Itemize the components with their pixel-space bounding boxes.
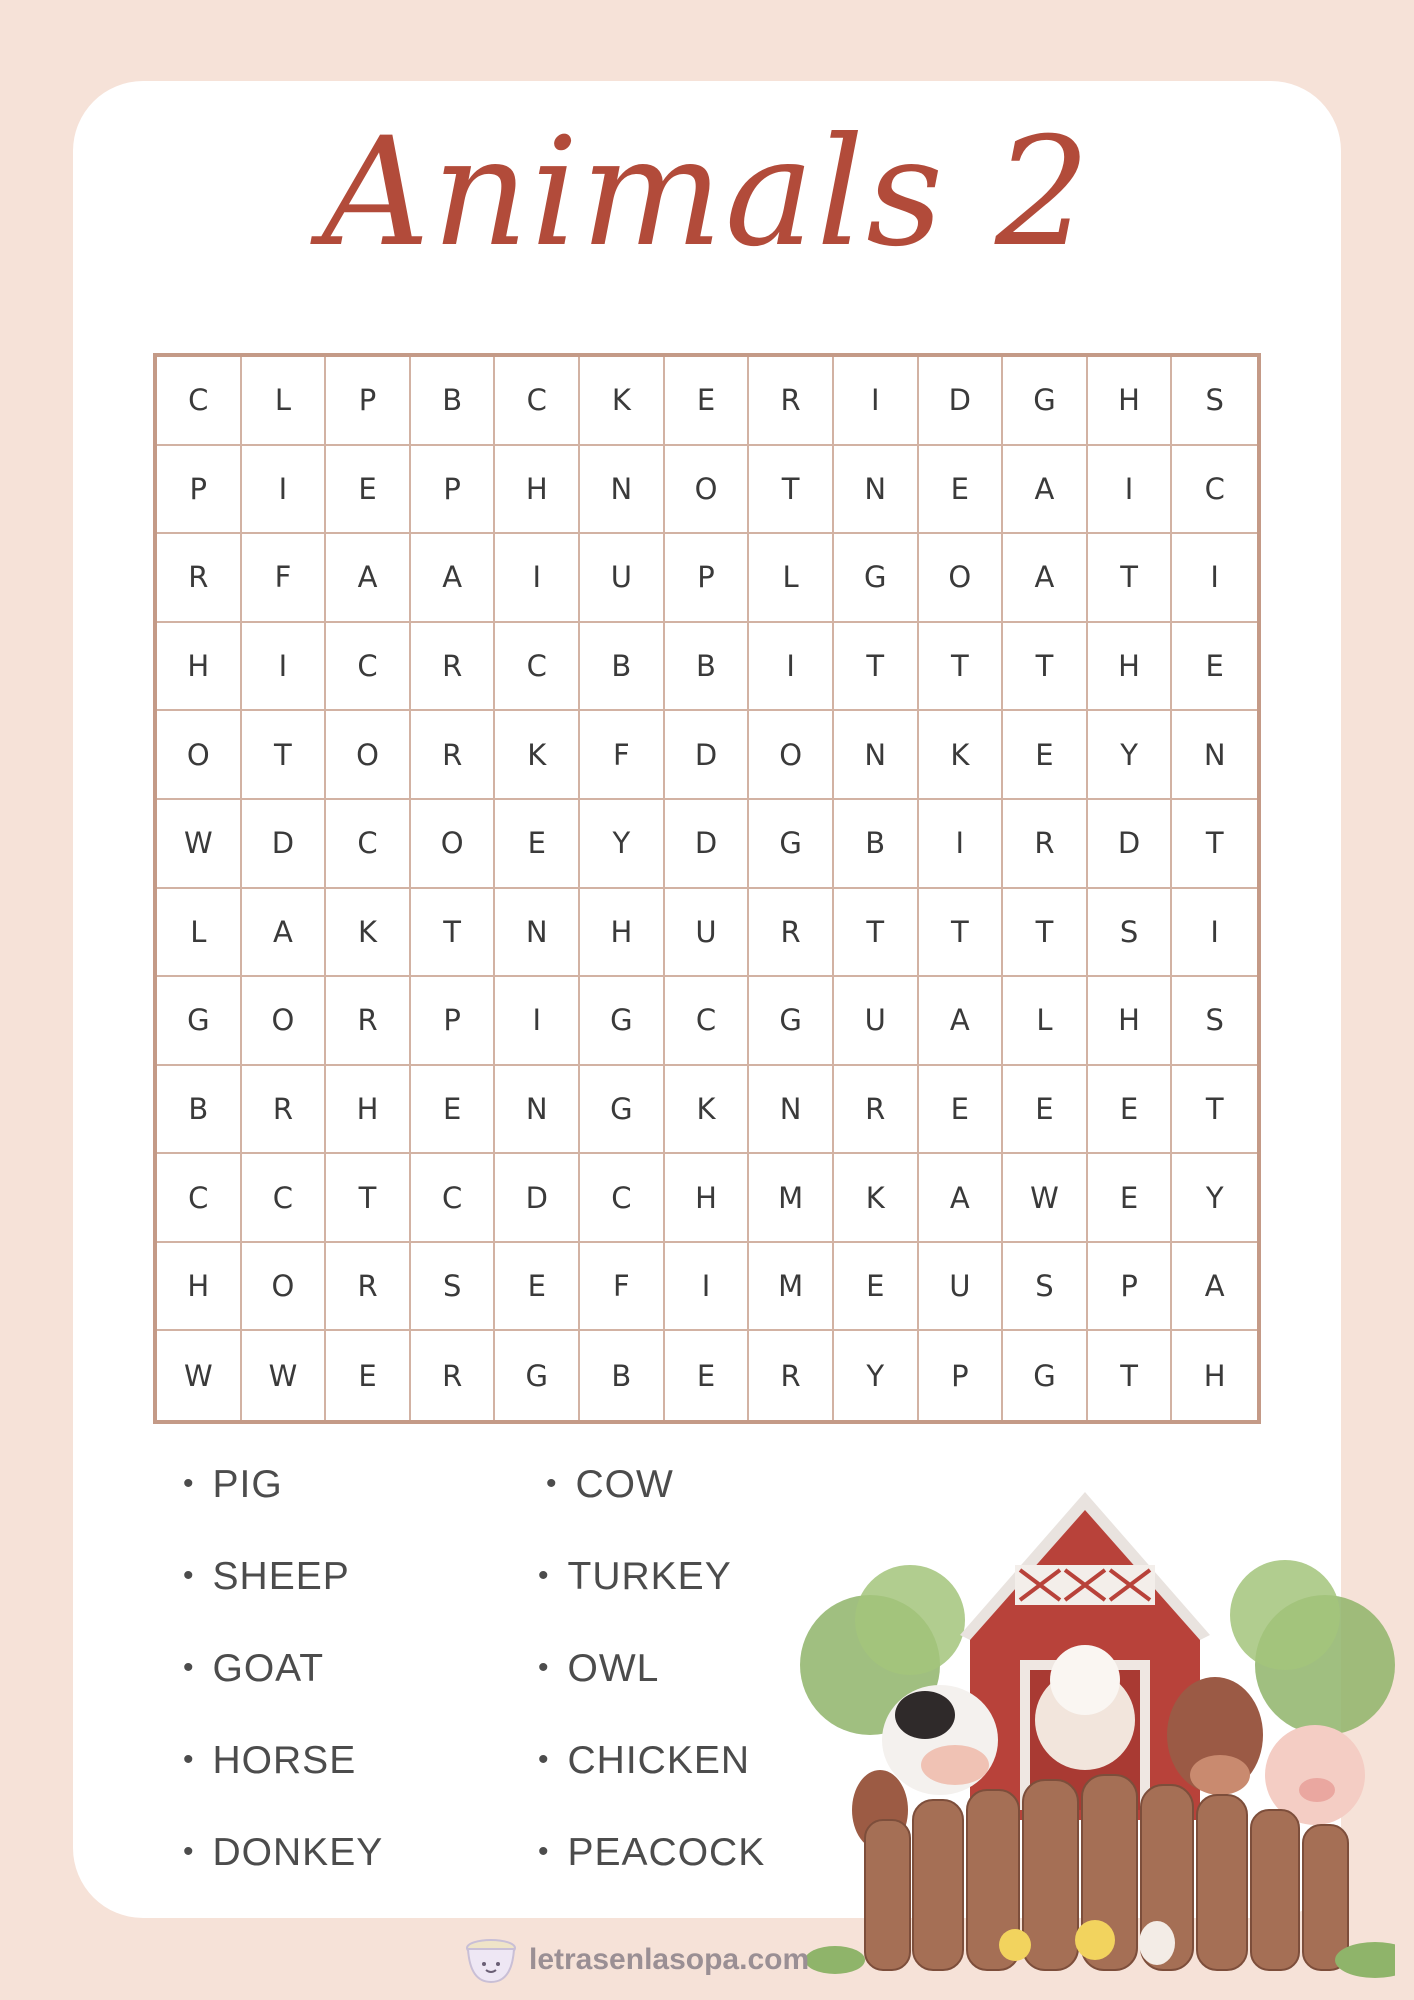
grid-cell: N bbox=[580, 446, 665, 535]
grid-cell: U bbox=[834, 977, 919, 1066]
grid-cell: F bbox=[580, 711, 665, 800]
grid-cell: H bbox=[1088, 357, 1173, 446]
grid-cell: T bbox=[1003, 889, 1088, 978]
grid-cell: A bbox=[919, 977, 1004, 1066]
grid-cell: T bbox=[326, 1154, 411, 1243]
grid-cell: C bbox=[495, 623, 580, 712]
grid-cell: B bbox=[580, 1331, 665, 1420]
grid-cell: L bbox=[157, 889, 242, 978]
grid-cell: D bbox=[665, 711, 750, 800]
grid-cell: S bbox=[1088, 889, 1173, 978]
grid-cell: L bbox=[749, 534, 834, 623]
grid-cell: P bbox=[157, 446, 242, 535]
grid-cell: E bbox=[834, 1243, 919, 1332]
grid-cell: K bbox=[834, 1154, 919, 1243]
grid-cell: K bbox=[495, 711, 580, 800]
grid-cell: L bbox=[242, 357, 327, 446]
grid-cell: D bbox=[1088, 800, 1173, 889]
grid-cell: B bbox=[665, 623, 750, 712]
grid-cell: M bbox=[749, 1154, 834, 1243]
grid-cell: A bbox=[411, 534, 496, 623]
grid-cell: F bbox=[580, 1243, 665, 1332]
grid-cell: C bbox=[157, 357, 242, 446]
grid-cell: T bbox=[1088, 534, 1173, 623]
grid-cell: P bbox=[411, 446, 496, 535]
grid-cell: K bbox=[580, 357, 665, 446]
grid-cell: E bbox=[495, 800, 580, 889]
grid-cell: O bbox=[326, 711, 411, 800]
grid-cell: C bbox=[242, 1154, 327, 1243]
word-list-item: • PEACOCK bbox=[538, 1831, 766, 1874]
grid-cell: R bbox=[411, 1331, 496, 1420]
word-list-item: • COW bbox=[546, 1463, 674, 1506]
grid-cell: N bbox=[749, 1066, 834, 1155]
grid-cell: T bbox=[1172, 1066, 1257, 1155]
grid-cell: R bbox=[157, 534, 242, 623]
grid-cell: H bbox=[1088, 623, 1173, 712]
grid-cell: G bbox=[834, 534, 919, 623]
grid-cell: Y bbox=[1172, 1154, 1257, 1243]
grid-cell: E bbox=[1088, 1066, 1173, 1155]
grid-cell: E bbox=[919, 1066, 1004, 1155]
grid-cell: N bbox=[495, 1066, 580, 1155]
grid-cell: R bbox=[749, 889, 834, 978]
grid-cell: K bbox=[326, 889, 411, 978]
grid-cell: D bbox=[495, 1154, 580, 1243]
grid-cell: I bbox=[919, 800, 1004, 889]
grid-cell: R bbox=[411, 623, 496, 712]
grid-cell: N bbox=[1172, 711, 1257, 800]
grid-cell: Y bbox=[834, 1331, 919, 1420]
footer-site-name: letrasenlasopa.com bbox=[529, 1943, 810, 1976]
grid-cell: H bbox=[1203, 1358, 1226, 1393]
grid-cell: B bbox=[411, 357, 496, 446]
grid-cell: G bbox=[580, 977, 665, 1066]
grid-cell: R bbox=[326, 1243, 411, 1332]
grid-cell: G bbox=[157, 977, 242, 1066]
grid-cell: E bbox=[665, 357, 750, 446]
grid-cell: O bbox=[242, 977, 327, 1066]
grid-cell: I bbox=[495, 534, 580, 623]
grid-cell: I bbox=[495, 977, 580, 1066]
grid-cell: S bbox=[1172, 357, 1257, 446]
grid-cell: Y bbox=[1088, 711, 1173, 800]
grid-cell: M bbox=[749, 1243, 834, 1332]
grid-cell: P bbox=[326, 357, 411, 446]
grid-cell: I bbox=[834, 357, 919, 446]
grid-cell: S bbox=[1172, 977, 1257, 1066]
grid-cell: A bbox=[1172, 1243, 1257, 1332]
grid-cell: I bbox=[665, 1243, 750, 1332]
grid-cell: P bbox=[919, 1331, 1004, 1420]
grid-cell: C bbox=[411, 1154, 496, 1243]
grid-cell: U bbox=[919, 1243, 1004, 1332]
grid-cell: L bbox=[1003, 977, 1088, 1066]
grid-cell: E bbox=[665, 1331, 750, 1420]
grid-cell: S bbox=[411, 1243, 496, 1332]
grid-cell: N bbox=[495, 889, 580, 978]
grid-cell: U bbox=[665, 889, 750, 978]
grid-cell: T bbox=[1088, 1331, 1173, 1420]
grid-cell: B bbox=[580, 623, 665, 712]
grid-cell: G bbox=[749, 800, 834, 889]
grid-cell: C bbox=[157, 1154, 242, 1243]
grid-cell: S bbox=[1003, 1243, 1088, 1332]
grid-cell: H bbox=[495, 446, 580, 535]
page-title: Animals 2 bbox=[321, 106, 1093, 280]
grid-cell: R bbox=[242, 1066, 327, 1155]
grid-cell: R bbox=[749, 1331, 834, 1420]
grid-cell: O bbox=[242, 1243, 327, 1332]
grid-cell: P bbox=[665, 534, 750, 623]
grid-cell: C bbox=[580, 1154, 665, 1243]
grid-cell: N bbox=[834, 711, 919, 800]
grid-cell: E bbox=[919, 446, 1004, 535]
grid-cell: A bbox=[1003, 446, 1088, 535]
grid-cell: D bbox=[242, 800, 327, 889]
word-list-item: • PIG bbox=[183, 1463, 283, 1506]
grid-cell: D bbox=[665, 800, 750, 889]
grid-cell: P bbox=[1088, 1243, 1173, 1332]
grid-cell: C bbox=[665, 977, 750, 1066]
grid-cell: T bbox=[749, 446, 834, 535]
grid-cell: E bbox=[326, 446, 411, 535]
grid-cell: A bbox=[326, 534, 411, 623]
word-search-grid bbox=[153, 353, 1261, 1424]
grid-cell: G bbox=[1003, 357, 1088, 446]
grid-cell: K bbox=[919, 711, 1004, 800]
grid-cell: R bbox=[749, 357, 834, 446]
footer-branding bbox=[465, 1930, 809, 1990]
grid-cell: E bbox=[1003, 711, 1088, 800]
grid-cell: E bbox=[1172, 623, 1257, 712]
grid-cell: R bbox=[411, 711, 496, 800]
grid-cell: E bbox=[411, 1066, 496, 1155]
grid-cell: A bbox=[1003, 534, 1088, 623]
grid-cell: W bbox=[157, 1331, 242, 1420]
grid-cell: C bbox=[495, 357, 580, 446]
grid-cell: T bbox=[1003, 623, 1088, 712]
grid-cell: T bbox=[1172, 800, 1257, 889]
grid-cell: I bbox=[1172, 534, 1257, 623]
grid-cell: H bbox=[157, 623, 242, 712]
grid-cell: O bbox=[919, 534, 1004, 623]
grid-cell: O bbox=[411, 800, 496, 889]
bowl-icon bbox=[465, 1934, 517, 1986]
grid-cell: R bbox=[326, 977, 411, 1066]
grid-cell: A bbox=[242, 889, 327, 978]
word-list-item: • DONKEY bbox=[183, 1831, 384, 1874]
grid-cell: G bbox=[749, 977, 834, 1066]
grid-cell: T bbox=[411, 889, 496, 978]
grid-cell: E bbox=[326, 1331, 411, 1420]
grid-cell: I bbox=[242, 446, 327, 535]
grid-cell: P bbox=[411, 977, 496, 1066]
grid-cell: C bbox=[1172, 446, 1257, 535]
grid-cell: E bbox=[495, 1243, 580, 1332]
grid-cell: G bbox=[580, 1066, 665, 1155]
grid-cell: H bbox=[580, 889, 665, 978]
grid-cell: H bbox=[665, 1154, 750, 1243]
word-list-item: • HORSE bbox=[183, 1739, 357, 1782]
grid-cell: O bbox=[665, 446, 750, 535]
grid-cell: O bbox=[157, 711, 242, 800]
grid-cell: T bbox=[834, 623, 919, 712]
grid-cell: F bbox=[242, 534, 327, 623]
grid-cell: G bbox=[1003, 1331, 1088, 1420]
grid-cell: T bbox=[919, 889, 1004, 978]
grid-cell: N bbox=[834, 446, 919, 535]
grid-cell: W bbox=[157, 800, 242, 889]
grid-cell: K bbox=[665, 1066, 750, 1155]
grid-cell: C bbox=[326, 623, 411, 712]
grid-cell: E bbox=[1088, 1154, 1173, 1243]
grid-cell: H bbox=[157, 1243, 242, 1332]
farm-animals-illustration bbox=[795, 1490, 1395, 1980]
grid-cell: I bbox=[242, 623, 327, 712]
grid-cell: T bbox=[834, 889, 919, 978]
grid-cell: H bbox=[1088, 977, 1173, 1066]
grid-cell: I bbox=[749, 623, 834, 712]
grid-cell: O bbox=[749, 711, 834, 800]
grid-cell: E bbox=[1003, 1066, 1088, 1155]
grid-cell: A bbox=[919, 1154, 1004, 1243]
word-list-item: • OWL bbox=[538, 1647, 660, 1690]
word-list-item: • GOAT bbox=[183, 1647, 325, 1690]
word-list-item: • SHEEP bbox=[183, 1555, 350, 1598]
grid-cell: B bbox=[834, 800, 919, 889]
grid-cell: T bbox=[242, 711, 327, 800]
grid-cell: W bbox=[1003, 1154, 1088, 1243]
grid-cell: I bbox=[1088, 446, 1173, 535]
grid-cell: B bbox=[157, 1066, 242, 1155]
grid-cell: C bbox=[326, 800, 411, 889]
grid-cell: D bbox=[919, 357, 1004, 446]
grid-cell: I bbox=[1172, 889, 1257, 978]
grid-cell: R bbox=[834, 1066, 919, 1155]
grid-cell: R bbox=[1003, 800, 1088, 889]
grid-cell: H bbox=[326, 1066, 411, 1155]
grid-cell: G bbox=[495, 1331, 580, 1420]
grid-cell: W bbox=[242, 1331, 327, 1420]
grid-cell: T bbox=[919, 623, 1004, 712]
word-list-item: • TURKEY bbox=[538, 1555, 732, 1598]
word-list-item: • CHICKEN bbox=[538, 1739, 751, 1782]
grid-cell: Y bbox=[580, 800, 665, 889]
grid-cell: U bbox=[580, 534, 665, 623]
